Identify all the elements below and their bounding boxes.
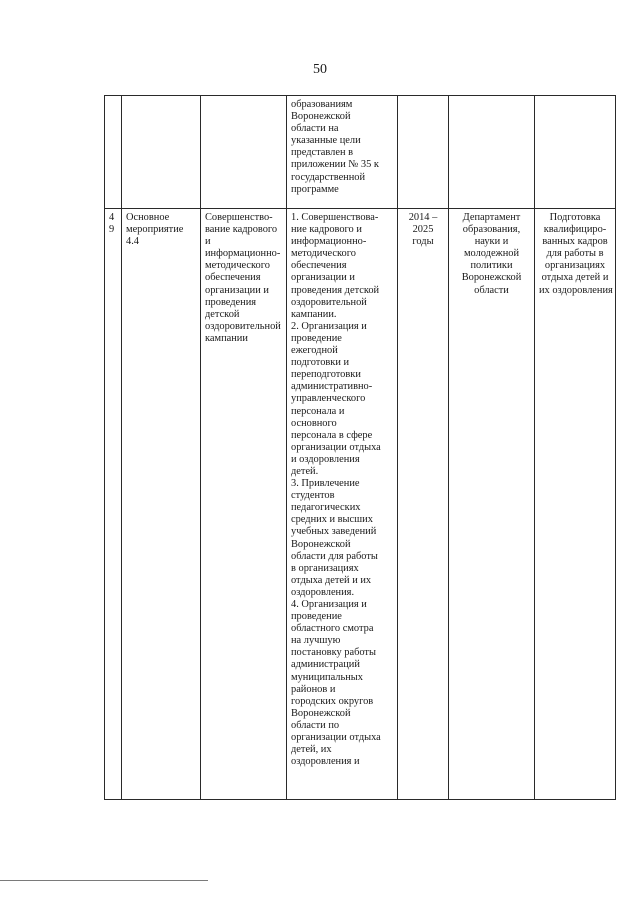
cell-period-empty	[398, 96, 449, 209]
text-line: ние кадрового и	[291, 224, 362, 236]
text-line: Воронежской	[291, 707, 351, 719]
text-line: 2. Организация и	[291, 320, 367, 332]
table-row-continuation	[105, 96, 616, 209]
cell-description	[287, 96, 398, 209]
text-line: 4. Организация и	[291, 599, 367, 610]
text-line: кампании.	[291, 308, 337, 320]
text-line: области для работы	[291, 550, 378, 562]
text-line: области по	[291, 719, 340, 731]
text-line: районов и	[291, 683, 336, 695]
text-line: 4.4	[126, 236, 139, 248]
table-row-49	[105, 209, 616, 800]
text-line: организации и	[205, 284, 269, 296]
text-line: административно-	[291, 381, 373, 393]
text-line: 2014 –	[408, 212, 438, 223]
text-line: области	[474, 284, 509, 296]
text-line: образования,	[462, 224, 521, 236]
cell-status-empty	[122, 96, 201, 209]
text-line: городских округов	[291, 695, 374, 707]
text-line: квалифициро-	[543, 224, 607, 236]
text-line: организации отдыха	[291, 732, 381, 744]
text-line: обеспечения	[291, 260, 347, 272]
text-line: области на	[291, 123, 339, 135]
text-line: и	[205, 236, 211, 248]
text-line: приложении № 35 к	[291, 159, 379, 171]
footnote-separator	[0, 880, 208, 881]
text-line: отдыха детей и их	[291, 574, 372, 586]
text-line: оздоровления и	[291, 756, 360, 768]
text-line: управленческого	[291, 393, 366, 405]
text-line: кампании	[205, 332, 248, 344]
text-line: и оздоровления	[291, 453, 360, 465]
text-line: детей.	[291, 465, 319, 477]
text-line: 2025	[412, 224, 434, 236]
text-line: персонала в сфере	[291, 429, 373, 441]
text-line: областного смотра	[291, 623, 374, 635]
text-line: ванных кадров	[542, 236, 608, 248]
cell-implementation-period	[398, 209, 449, 800]
text-line: политики	[470, 260, 513, 272]
text-line: вание кадрового	[205, 224, 278, 236]
text-line: муниципальных	[291, 671, 363, 683]
text-line: педагогических	[291, 502, 361, 514]
text-line: постановку работы	[291, 647, 376, 659]
text-line: персонала и	[291, 405, 345, 417]
text-line: представлен в	[291, 147, 354, 159]
cell-number-empty	[105, 96, 122, 209]
text-line: информационно-	[205, 248, 281, 260]
program-activities-table	[104, 95, 616, 800]
text-line: ежегодной	[291, 345, 338, 357]
text-line: молодежной	[463, 248, 520, 260]
text-line: проведение	[291, 611, 342, 623]
text-line: методического	[291, 248, 356, 260]
text-line: организации отдыха	[291, 441, 381, 453]
text-line: отдыха детей и	[541, 272, 609, 284]
text-line: мероприятие	[126, 224, 184, 236]
text-line: оздоровительной	[291, 296, 367, 308]
text-line: основного	[291, 417, 337, 429]
text-line: Совершенство-	[205, 212, 273, 223]
text-line: организациях	[544, 260, 606, 272]
text-line: учебных заведений	[291, 526, 377, 538]
text-line: обеспечения	[205, 272, 261, 284]
cell-activity-name	[201, 209, 287, 800]
text-line: организации и	[291, 272, 355, 284]
text-line: Воронежской	[291, 111, 351, 123]
text-line: государственной	[291, 171, 366, 183]
cell-executor-empty	[449, 96, 535, 209]
text-line: Основное	[126, 212, 170, 223]
text-line: студентов	[291, 490, 335, 502]
text-line: на лучшую	[291, 635, 341, 647]
text-line: указанные цели	[291, 135, 361, 147]
text-line: методического	[205, 260, 270, 272]
text-line: оздоровительной	[205, 320, 281, 332]
text-line: детской	[205, 308, 240, 320]
text-line: в организациях	[291, 562, 359, 574]
text-line: средних и высших	[291, 514, 373, 526]
cell-result-empty	[535, 96, 616, 209]
text-line: детей, их	[291, 744, 332, 756]
text-line: 3. Привлечение	[291, 478, 360, 490]
cell-row-number: 49	[105, 209, 122, 800]
cell-expected-result	[535, 209, 616, 800]
text-line: для работы в	[546, 248, 604, 260]
text-line: 1. Совершенствова-	[291, 212, 379, 223]
cell-name-empty	[201, 96, 287, 209]
text-line: образованиям	[291, 99, 353, 110]
text-line: проведение	[291, 332, 342, 344]
text-line: Воронежской	[291, 538, 351, 550]
text-line: оздоровления.	[291, 586, 355, 598]
text-line: науки и	[474, 236, 509, 248]
cell-executor	[449, 209, 535, 800]
text-line: проведения	[205, 296, 257, 308]
cell-activity-description	[287, 209, 398, 800]
text-line: программе	[291, 183, 339, 195]
cell-activity-status	[122, 209, 201, 800]
text-line: администраций	[291, 659, 360, 671]
text-line: их оздоровления	[539, 284, 613, 296]
text-line: проведения детской	[291, 284, 380, 296]
text-line: Подготовка	[549, 212, 601, 223]
text-line: переподготовки	[291, 369, 361, 381]
text-line: информационно-	[291, 236, 367, 248]
text-line: годы	[412, 236, 434, 248]
text-line: Департамент	[462, 212, 521, 223]
text-line: Воронежской	[461, 272, 522, 284]
page-number: 50	[313, 62, 327, 77]
text-line: подготовки и	[291, 357, 350, 369]
